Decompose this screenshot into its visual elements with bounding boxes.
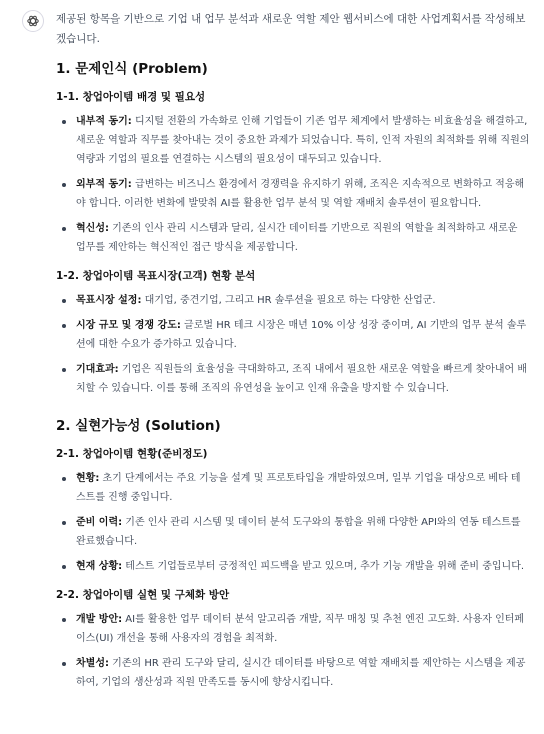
list-item-term: 현재 상황: (76, 561, 123, 572)
list-item-term: 개발 방안: (76, 614, 123, 625)
list-item (56, 469, 530, 507)
bullet-list (56, 469, 530, 576)
list-item-text: 급변하는 비즈니스 환경에서 경쟁력을 유지하기 위해, 조직은 지속적으로 변화하고 적응해야 합니다. 이러한 변화에 발맞춰 AI를 활용한 업무 분석 및 역할 재배치 솔루션이 필요합니다. (76, 179, 525, 209)
list-item (56, 654, 530, 692)
subsection-title: 2-1. 창업아이템 현황(준비정도) (56, 448, 208, 460)
list-item-term: 목표시장 설정: (76, 295, 142, 306)
bullet-list (56, 291, 530, 398)
list-item-term: 시장 규모 및 경쟁 강도: (76, 320, 181, 331)
list-item (56, 112, 530, 169)
list-item-text: 초기 단계에서는 주요 기능을 설계 및 프로토타입을 개발하였으며, 일부 기업을 대상으로 베타 테스트를 진행 중입니다. (76, 473, 521, 503)
list-item (56, 360, 530, 398)
list-item-text: 기업은 직원들의 효율성을 극대화하고, 조직 내에서 필요한 새로운 역할을 빠르게 찾아내어 배치할 수 있습니다. 이를 통해 조직의 유연성을 높이고 인재 유출을 방지할 수 있습니다. (76, 364, 528, 394)
list-item (56, 610, 530, 648)
list-item-term: 기대효과: (76, 364, 119, 375)
subsection-title: 2-2. 창업아이템 실현 및 구체화 방안 (56, 589, 230, 601)
section-title-solution: 2. 실현가능성 (Solution) (56, 418, 221, 434)
list-item (56, 316, 530, 354)
list-item-text: 테스트 기업들로부터 긍정적인 피드백을 받고 있으며, 추가 기능 개발을 위해 준비 중입니다. (122, 561, 525, 572)
section-title-problem: 1. 문제인식 (Problem) (56, 61, 208, 77)
list-item-term: 외부적 동기: (76, 179, 132, 190)
list-item (56, 557, 530, 576)
assistant-avatar (22, 10, 44, 32)
list-item-text: 글로벌 HR 테크 시장은 매년 10% 이상 성장 중이며, AI 기반의 업무 분석 솔루션에 대한 수요가 증가하고 있습니다. (76, 320, 527, 350)
list-item-text: 기존 인사 관리 시스템 및 데이터 분석 도구와의 통합을 위해 다양한 API와의 연동 테스트를 완료했습니다. (76, 517, 521, 547)
list-item-term: 차별성: (76, 658, 109, 669)
list-item-text: 디지털 전환의 가속화로 인해 기업들이 기존 업무 체계에서 발생하는 비효율성을 해결하고, 새로운 역할과 직무를 찾아내는 것이 중요한 과제가 되었습니다. 특히, 인적 자원의 최적화를 위해 직원의 역량과 기업의 필요를 연결하는 시스템의 필요성이 대두되고 있습니다. (76, 116, 530, 165)
list-item-term: 현황: (76, 473, 100, 484)
bullet-list (56, 610, 530, 692)
list-item-text: 대기업, 중견기업, 그리고 HR 솔루션을 필요로 하는 다양한 산업군. (141, 295, 436, 306)
list-item (56, 291, 530, 310)
assistant-message (56, 9, 530, 702)
bullet-list (56, 112, 530, 257)
list-item-text: AI를 활용한 업무 데이터 분석 알고리즘 개발, 직무 매칭 및 추천 엔진 고도화. 사용자 인터페이스(UI) 개선을 통해 사용자의 경험을 최적화. (76, 614, 525, 644)
list-item (56, 219, 530, 257)
list-item-term: 혁신성: (76, 223, 109, 234)
list-item-text: 기존의 HR 관리 도구와 달리, 실시간 데이터를 바탕으로 역할 재배치를 제안하는 시스템을 제공하여, 기업의 생산성과 직원 만족도를 동시에 향상시킵니다. (76, 658, 526, 688)
intro-text: 제공된 항목을 기반으로 기업 내 업무 분석과 새로운 역할 제안 웹서비스에 대한 사업계획서를 작성해보겠습니다. (56, 13, 526, 45)
list-item-text: 기존의 인사 관리 시스템과 달리, 실시간 데이터를 기반으로 직원의 역할을 최적화하고 새로운 업무를 제안하는 혁신적인 접근 방식을 제공합니다. (76, 223, 518, 253)
subsection-title: 1-1. 창업아이템 배경 및 필요성 (56, 91, 206, 103)
openai-logo-icon (26, 14, 40, 28)
subsection-title: 1-2. 창업아이템 목표시장(고객) 현황 분석 (56, 270, 256, 282)
list-item-term: 내부적 동기: (76, 116, 132, 127)
list-item (56, 513, 530, 551)
list-item-term: 준비 이력: (76, 517, 123, 528)
list-item (56, 175, 530, 213)
